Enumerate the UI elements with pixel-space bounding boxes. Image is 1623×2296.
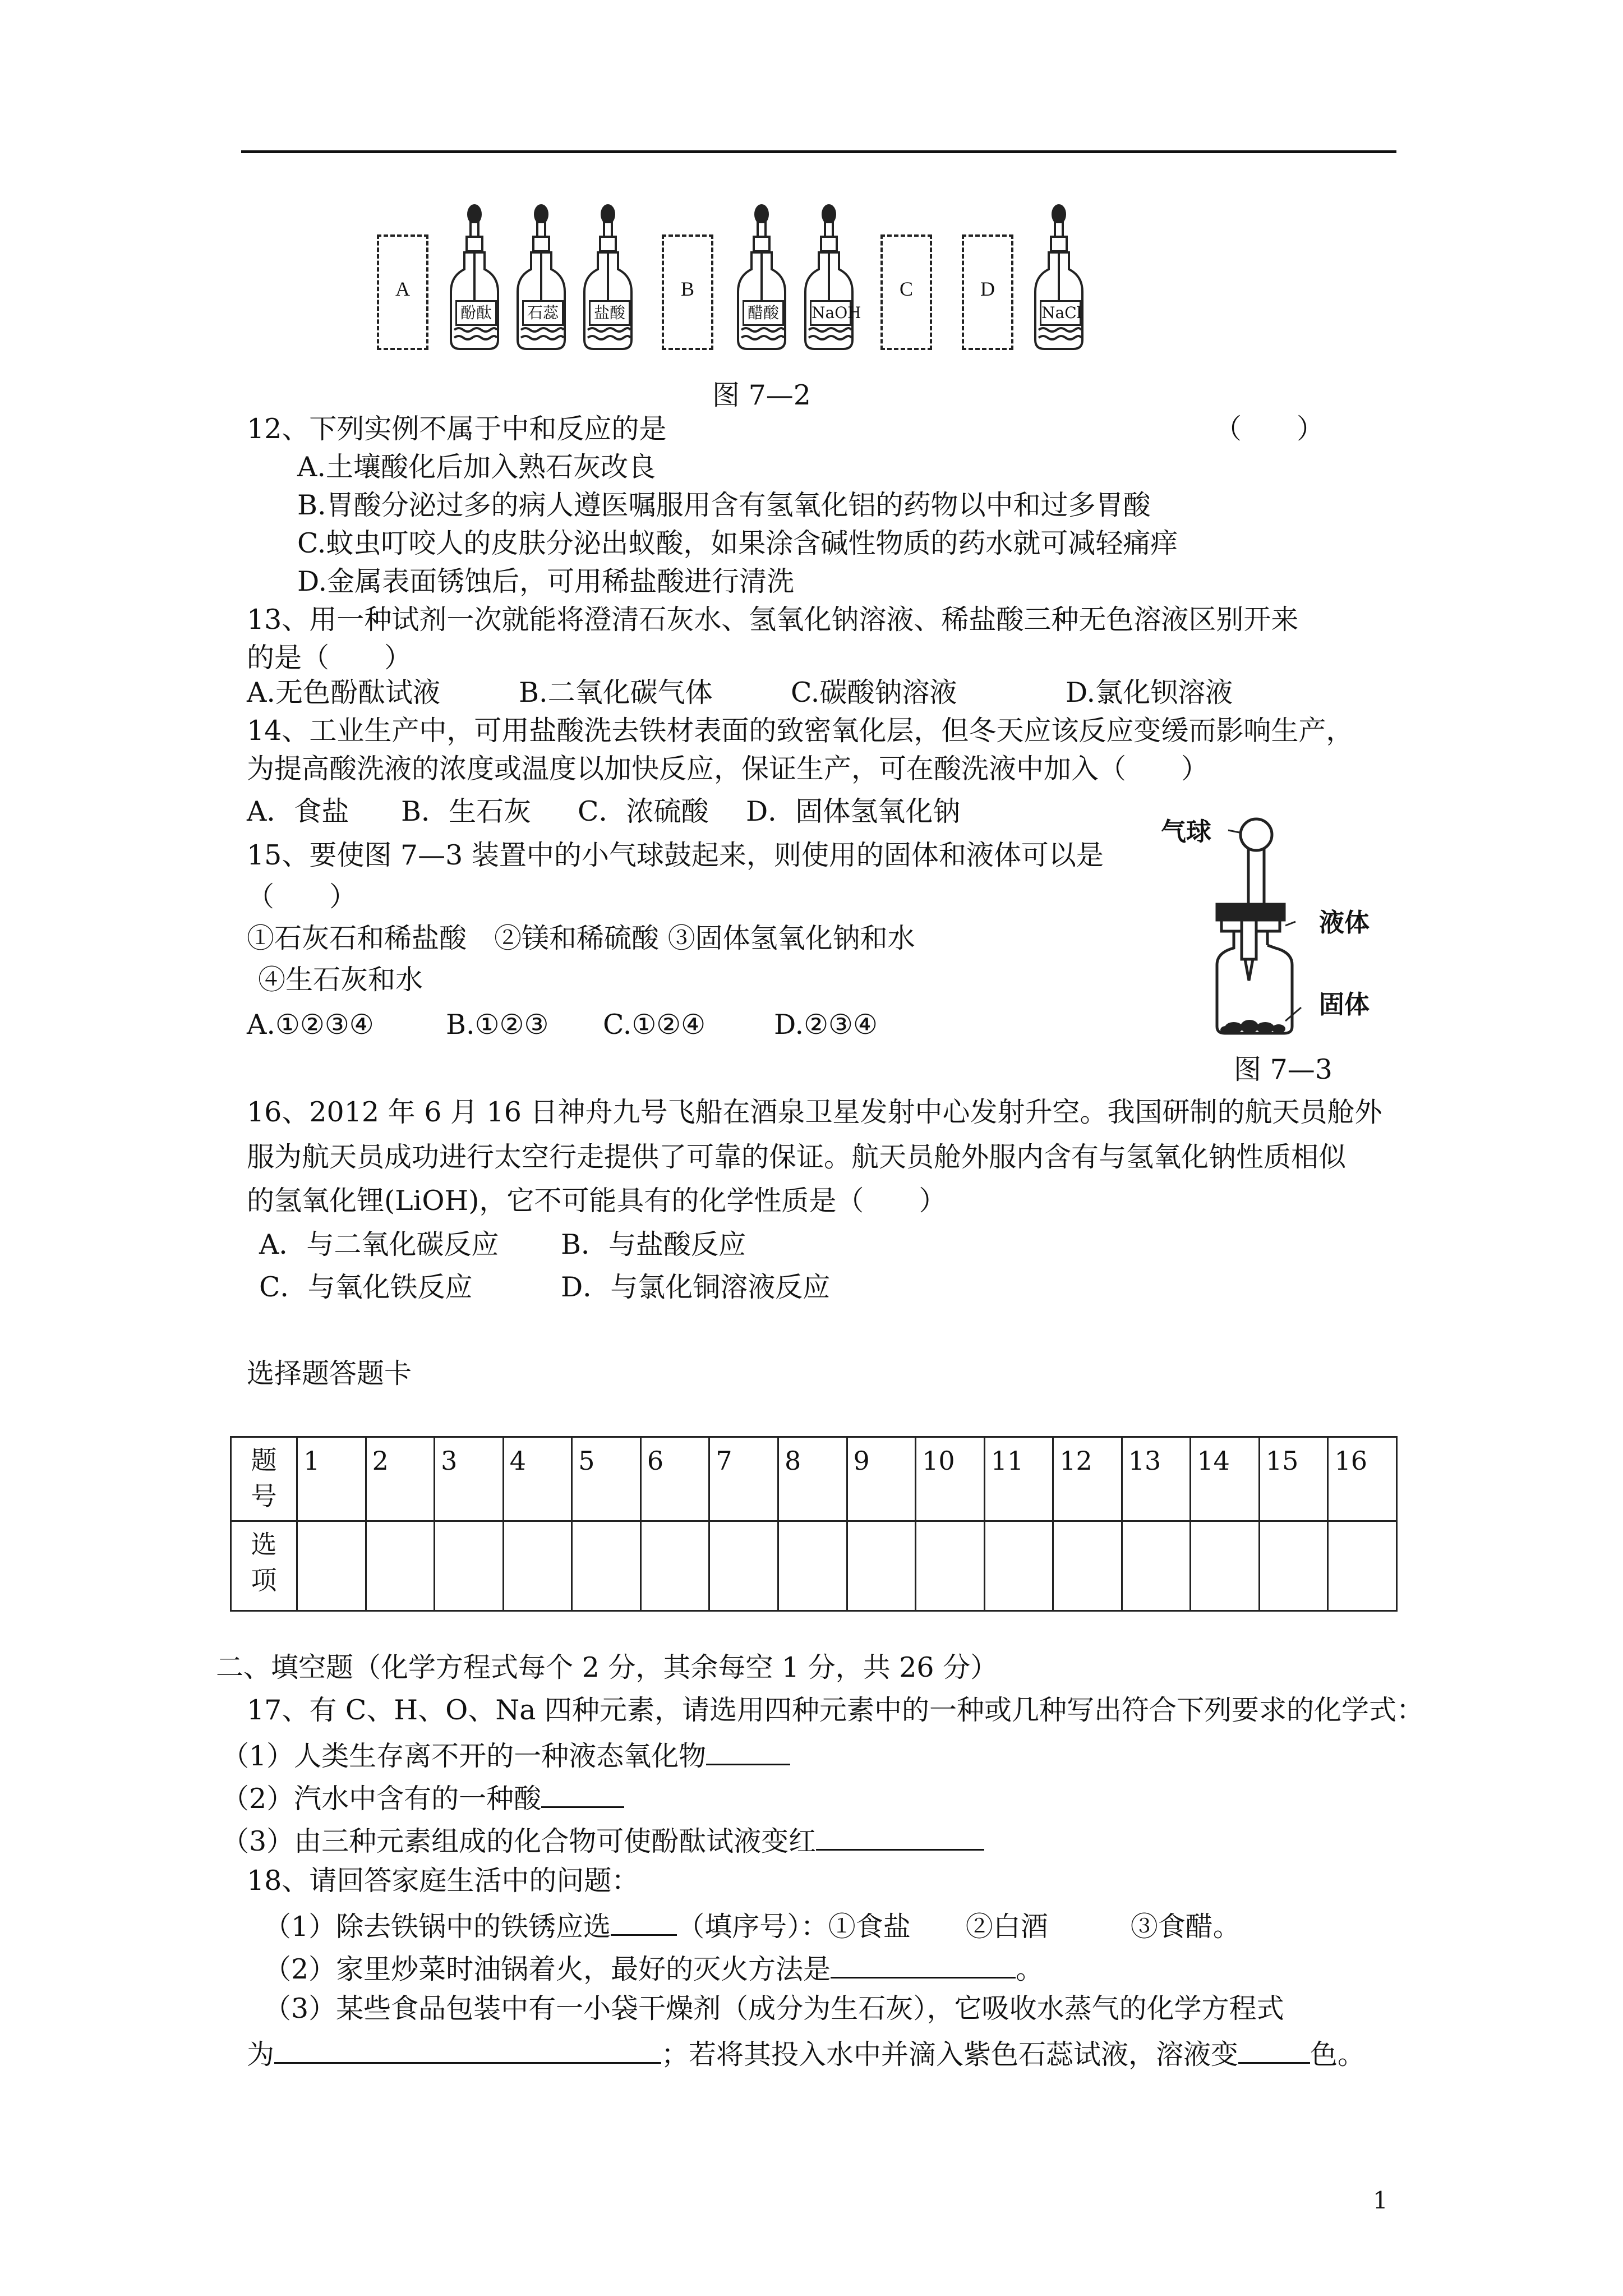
q12-answer-paren: （ ） [1214,413,1325,445]
number-cell: 1 [297,1437,366,1521]
answer-cell[interactable] [1328,1521,1397,1611]
dropper-bottle-hydrochloric-acid: 盐酸 [581,202,635,352]
answer-card-title: 选择题答题卡 [247,1358,412,1389]
number-cell: 12 [1053,1437,1122,1521]
number-cell: 5 [572,1437,641,1521]
number-row-header: 题 号 [231,1437,297,1521]
q18-stem: 18、请回答家庭生活中的问题： [247,1865,639,1897]
answer-cell[interactable] [640,1521,709,1611]
dropper-bottle-naoh: NaOH [802,202,856,352]
q17-blank-2[interactable] [541,1777,624,1808]
number-cell: 7 [709,1437,778,1521]
figure-7-2-caption: 图 7—2 [712,379,811,411]
q17-stem: 17、有 C、H、O、Na 四种元素，请选用四种元素中的一种或几种写出符合下列要求的化学式： [247,1694,1424,1726]
solid-label: 固体 [1319,990,1370,1019]
answer-row-header: 选 项 [231,1521,297,1611]
q14-option-d: D．固体氢氧化钠 [746,795,961,827]
number-cell: 2 [366,1437,435,1521]
answer-cell[interactable] [1122,1521,1191,1611]
q13-stem-line2: 的是（ ） [247,642,412,674]
q13-option-a: A.无色酚酞试液 [247,677,440,708]
dropper-bottle-acetic-acid: 醋酸 [735,202,789,352]
answer-cell[interactable] [847,1521,916,1611]
q16-option-a: A．与二氧化碳反应 [259,1228,499,1260]
answer-cell[interactable] [1053,1521,1122,1611]
q14-option-a: A．食盐 [247,795,349,827]
dashed-box-d: D [962,234,1013,350]
q14-stem-line2: 为提高酸洗液的浓度或温度以加快反应，保证生产，可在酸洗液中加入（ ） [247,753,1209,785]
q16-stem-line2: 服为航天员成功进行太空行走提供了可靠的保证。航天员舱外服内含有与氢氧化钠性质相似 [247,1141,1347,1173]
number-cell: 9 [847,1437,916,1521]
dashed-box-a: A [377,234,428,350]
number-cell: 3 [435,1437,504,1521]
answer-cell[interactable] [297,1521,366,1611]
number-cell: 4 [503,1437,572,1521]
balloon-label: 气球 [1161,817,1212,846]
q15-stem-line2: （ ） [247,881,357,913]
answer-cell[interactable] [366,1521,435,1611]
q15-option-d: D.②③④ [774,1009,878,1041]
q16-option-b: B．与盐酸反应 [561,1228,746,1260]
dropper-bottle-nacl: NaCl [1032,202,1086,352]
q13-stem-line1: 13、用一种试剂一次就能将澄清石灰水、氢氧化钠溶液、稀盐酸三种无色溶液区别开来 [247,604,1299,636]
number-cell: 10 [916,1437,985,1521]
answer-cell[interactable] [1259,1521,1328,1611]
answer-cell[interactable] [503,1521,572,1611]
number-cell: 11 [984,1437,1053,1521]
answer-cell[interactable] [778,1521,847,1611]
number-cell: 16 [1328,1437,1397,1521]
answer-cell[interactable] [435,1521,504,1611]
q18-blank-4[interactable] [1238,2033,1310,2064]
q16-option-d: D．与氯化铜溶液反应 [561,1271,831,1303]
section-2-heading: 二、填空题（化学方程式每个 2 分，其余每空 1 分，共 26 分） [216,1651,998,1683]
q18-blank-3[interactable] [274,2033,661,2064]
dashed-box-c: C [880,234,932,350]
q18-blank-2[interactable] [831,1948,1016,1978]
answer-card-number-row [231,1437,1397,1521]
q14-option-b: B．生石灰 [401,795,532,827]
answer-cell[interactable] [572,1521,641,1611]
q15-stem-line1: 15、要使图 7—3 装置中的小气球鼓起来，则使用的固体和液体可以是 [247,839,1104,871]
q18-part3-line2: 为 ；若将其投入水中并滴入紫色石蕊试液，溶液变 色。 [247,2033,1365,2073]
q18-part1: （1）除去铁锅中的铁锈应选 （填序号）：①食盐 ②白酒 ③食醋。 [264,1905,1241,1945]
q17-part1: （1）人类生存离不开的一种液态氧化物 [222,1734,790,1775]
q17-part2: （2）汽水中含有的一种酸 [222,1777,624,1818]
dropper-bottle-litmus: 石蕊 [514,202,568,352]
header-rule [241,150,1396,153]
q17-blank-1[interactable] [706,1734,790,1765]
q12-option-c: C.蚊虫叮咬人的皮肤分泌出蚁酸，如果涂含碱性物质的药水就可减轻痛痒 [297,527,1178,559]
q12-stem: 12、下列实例不属于中和反应的是 [247,413,667,445]
liquid-label: 液体 [1319,908,1370,937]
q18-part3-line1: （3）某些食品包装中有一小袋干燥剂（成分为生石灰），它吸收水蒸气的化学方程式 [264,1993,1284,2024]
q13-option-c: C.碳酸钠溶液 [791,677,957,708]
answer-card-table [230,1436,1398,1612]
q15-items-line2: ④生石灰和水 [258,964,423,996]
answer-cell[interactable] [916,1521,985,1611]
q15-option-c: C.①②④ [603,1009,706,1041]
figure-7-3-apparatus [1155,808,1391,1043]
dropper-bottle-phenolphthalein: 酚酞 [448,202,501,352]
q13-option-b: B.二氧化碳气体 [519,677,713,708]
q15-items-line1: ①石灰石和稀盐酸 ②镁和稀硫酸 ③固体氢氧化钠和水 [247,922,915,954]
number-cell: 8 [778,1437,847,1521]
page-number: 1 [1373,2187,1388,2214]
answer-cell[interactable] [984,1521,1053,1611]
number-cell: 13 [1122,1437,1191,1521]
q16-stem-line1: 16、2012 年 6 月 16 日神舟九号飞船在酒泉卫星发射中心发射升空。我国研制的航天员舱外 [247,1096,1382,1128]
q14-option-c: C．浓硫酸 [578,795,709,827]
q15-option-a: A.①②③④ [247,1009,374,1041]
q12-option-d: D.金属表面锈蚀后，可用稀盐酸进行清洗 [297,565,795,597]
q12-option-a: A.土壤酸化后加入熟石灰改良 [297,451,656,483]
q17-blank-3[interactable] [816,1820,984,1851]
answer-cell[interactable] [1191,1521,1260,1611]
q14-stem-line1: 14、工业生产中，可用盐酸洗去铁材表面的致密氧化层，但冬天应该反应变缓而影响生产， [247,715,1354,747]
answer-cell[interactable] [709,1521,778,1611]
q17-part3: （3）由三种元素组成的化合物可使酚酞试液变红 [222,1820,984,1860]
number-cell: 14 [1191,1437,1260,1521]
q18-blank-1[interactable] [611,1905,677,1936]
dashed-box-b: B [662,234,713,350]
q16-stem-line3: 的氢氧化锂(LiOH)，它不可能具有的化学性质是（ ） [247,1185,947,1217]
figure-7-3-caption: 图 7—3 [1234,1053,1332,1085]
answer-card-answer-row [231,1521,1397,1611]
q16-option-c: C．与氧化铁反应 [259,1271,473,1303]
q12-option-b: B.胃酸分泌过多的病人遵医嘱服用含有氢氧化铝的药物以中和过多胃酸 [297,489,1151,521]
q15-option-b: B.①②③ [446,1009,549,1041]
q13-option-d: D.氯化钡溶液 [1066,677,1233,708]
number-cell: 6 [640,1437,709,1521]
number-cell: 15 [1259,1437,1328,1521]
q18-part2: （2）家里炒菜时油锅着火，最好的灭火方法是 。 [264,1948,1043,1988]
